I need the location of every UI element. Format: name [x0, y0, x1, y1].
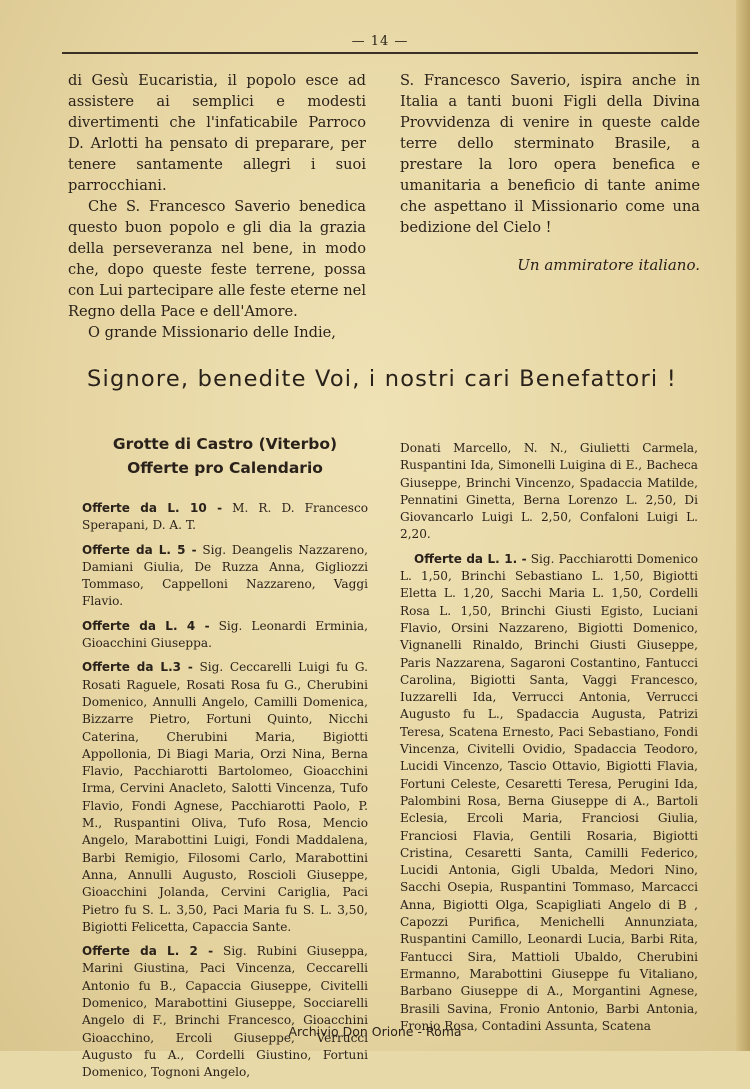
benefactors-banner: Signore, benedite Voi, i nostri cari Benefattori !: [87, 366, 677, 392]
donation-amount: Offerte da L.3 -: [82, 660, 193, 675]
donation-amount: Offerte da L. 1. -: [414, 551, 527, 566]
header-rule: [62, 52, 698, 54]
donation-group: [82, 659, 368, 936]
article-paragraph: O grande Missionario delle Indie,: [88, 324, 336, 341]
donor-list: M. R. D. Francesco Sperapani, D. A. T.: [82, 501, 369, 533]
donor-list: Sig. Pacchiarotti Domenico L. 1,50, Brinchi Sebastiano L. 1,50, Bigiotti Eletta L. 1,20, Sacchi Maria L. 1,50, Cordelli Rosa L. 1,50, Brinchi Giusti Egisto, Luciani Flavio, Orsini Nazzareno, Bigiotti Domenico, Vignanelli Rinaldo, Brinchi Giusti Giuseppe, Paris Nazzarena, Sagaroni Costantino, Fantucci Carolina, Bigiotti Santa, Vaggi Francesco, Iuzzarelli Ida, Verrucci Antonia, Verrucci Augusto fu L., Spadaccia Augusta, Patrizi Teresa, Scatena Ernesto, Paci Sebastiano, Fondi Vincenza, Civitelli Ovidio, Spadaccia Teodoro, Lucidi Vincenzo, Tascio Ottavio, Bigiotti Flavia, Fortuni Celeste, Cesaretti Teresa, Perugini Ida, Palombini Rosa, Berna Giuseppe di A., Bartoli Eclesia, Ercoli Maria, Franciosi Giulia, Franciosi Flavia, Gentili Rosaria, Bigiotti Cristina, Cesaretti Santa, Camilli Federico, Lucidi Antonia, Gigli Ubalda, Medori Nino, Sacchi Osepia, Ruspantini Tommaso, Marcacci Anna, Bigiotti Olga, Scapigliati Angelo di B , Capozzi Purifica, Menichelli Annunziata, Ruspantini Camillo, Leonardi Lucia, Barbi Rita, Fantucci Sira, Mattioli Ubaldo, Cherubini Ermanno, Marabottini Giuseppe fu Vitaliano, Barbano Giuseppe di A., Morgantini Agnese, Brasili Savina, Fronio Antonio, Barbi Antonia, Fronio Rosa, Contadini Assunta, Scatena: [400, 551, 698, 1033]
donation-amount: Offerte da L. 10 -: [82, 501, 223, 515]
donor-list: Sig. Deangelis Nazzareno, Damiani Giulia, De Ruzza Anna, Gigliozzi Tommaso, Cappelloni Nazzareno, Vaggi Flavio.: [82, 542, 368, 609]
donation-amount: Offerte da L. 4 -: [82, 618, 210, 633]
donor-list: Sig. Leonardi Erminia, Gioacchini Giuseppa.: [82, 618, 368, 651]
donation-amount: Offerte da L. 2 -: [82, 944, 214, 959]
article-paragraph: S. Francesco Saverio, ispira anche in Italia a tanti buoni Figli della Divina Provvidenza di venire in queste calde terre dello sterminato Brasile, a prestare la loro opera benefica e umanitaria a beneficio di tante anime che aspettano il Missionario come una bedizione del Cielo !: [400, 72, 700, 236]
donor-list: Sig. Ceccarelli Luigi fu G. Rosati Raguele, Rosati Rosa fu G., Cherubini Domenico, Annulli Angelo, Camilli Domenica, Bizzarre Pietro, Fortuni Quinto, Nicchi Caterina, Cherubini Maria, Bigiotti Appollonia, Di Biagi Maria, Orzi Nina, Berna Flavio, Pacchiarotti Bartolomeo, Gioacchini Irma, Cervini Anacleto, Salotti Vincenza, Tufo Flavio, Fondi Agnese, Pacchiarotti Paolo, P. M., Ruspantini Oliva, Tufo Rosa, Mencio Angelo, Marabottini Luigi, Fondi Maddalena, Barbi Remigio, Filosomi Carlo, Marabottini Anna, Annulli Augusto, Roscioli Giuseppe, Gioacchini Jolanda, Cervini Cariglia, Paci Pietro fu S. L. 3,50, Paci Maria fu S. L. 3,50, Bigiotti Felicetta, Capaccia Sante.: [82, 660, 368, 934]
page-edge: [736, 0, 750, 1051]
donation-group: [400, 551, 698, 1035]
article-paragraph: Che S. Francesco Saverio benedica questo buon popolo e gli dia la grazia della perseveranza nel bene, in modo che, dopo queste feste terrene, possa con Lui partecipare alle feste eterne nel Regno della Pace e dell'Amore.: [68, 198, 366, 320]
donations-right-column: [400, 440, 698, 1042]
donations-subtitle: Offerte pro Calendario: [127, 459, 323, 477]
article-left-column: [68, 70, 366, 343]
donations-left-column: [82, 432, 368, 1089]
article-paragraph: di Gesù Eucaristia, il popolo esce ad assistere ai semplici e modesti divertimenti che l'infaticabile Parroco D. Arlotti ha pensato di preparare, per tenere santamente allegri i suoi parrocchiani.: [68, 72, 366, 194]
donations-place: Grotte di Castro (Viterbo): [112, 435, 338, 453]
donation-group: [82, 542, 368, 611]
page-number: — 14 —: [351, 34, 409, 49]
article-right-column: [400, 70, 700, 274]
archive-footer: Archivio Don Orione - Roma: [288, 1024, 462, 1039]
article-signature: Un ammiratore italiano.: [517, 256, 700, 274]
donor-list: Sig. Rubini Giuseppa, Marini Giustina, Paci Vincenza, Ceccarelli Antonio fu B., Capaccia Giuseppe, Civitelli Domenico, Marabottini Giuseppe, Socciarelli Angelo di F., Brinchi Francesco, Gioacchini Gioacchino, Ercoli Giuseppe, Verrucci Augusto fu A., Cordelli Giustino, Fortuni Domenico, Tognoni Angelo,: [82, 944, 368, 1080]
donation-group: [82, 500, 368, 535]
donation-group: [82, 618, 368, 653]
donation-group: [82, 943, 368, 1081]
donation-amount: Offerte da L. 5 -: [82, 542, 197, 557]
donor-list-continuation: Donati Marcello, N. N., Giulietti Carmela, Ruspantini Ida, Simonelli Luigina di E., Bacheca Giuseppe, Brinchi Vincenzo, Spadaccia Matilde, Pennatini Ginetta, Berna Lorenzo L. 2,50, Di Giovancarlo Luigi L. 2,50, Confaloni Luigi L. 2,20.: [400, 441, 698, 542]
